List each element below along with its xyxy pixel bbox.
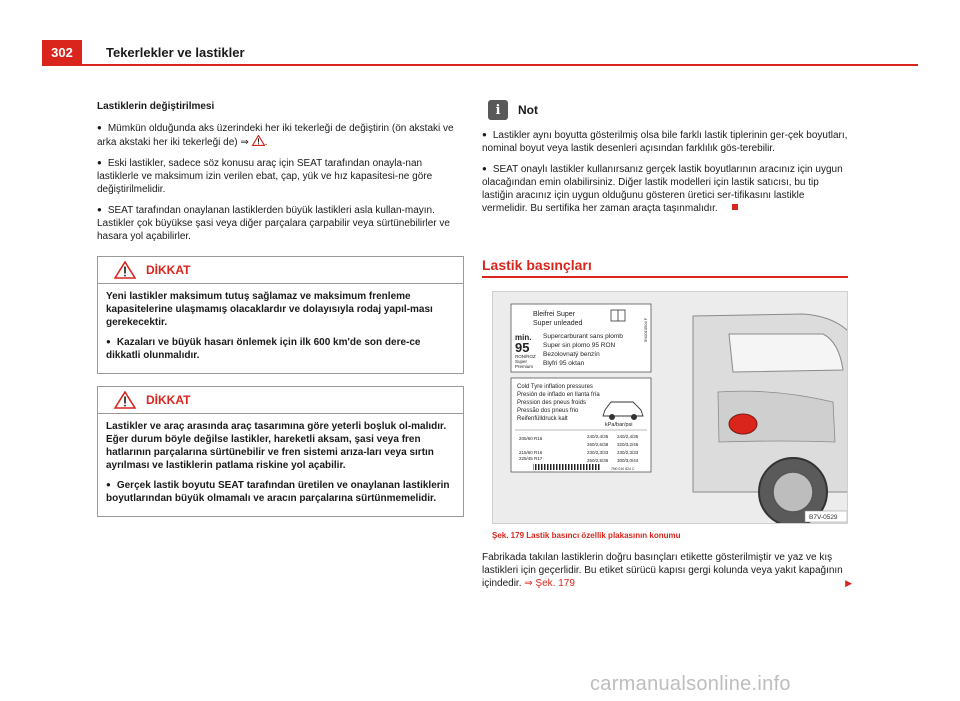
warning-triangle-icon[interactable]	[252, 135, 265, 146]
warning-text: Yeni lastikler maksimum tutuş sağlamaz ve maksimum frenleme kapasitelerine ulaşmamış olacaklardır ve dolayısıyla rodaj yapıl-ması gerekecektir.	[106, 291, 433, 328]
right-column	[482, 100, 852, 222]
section-rule	[482, 276, 848, 278]
warning-title: DİKKAT	[146, 262, 191, 277]
warning-box-header	[98, 257, 463, 284]
side-code: 5N0010504 F	[643, 317, 648, 342]
tyre-size: 205/60 R16	[519, 436, 543, 441]
figure-link[interactable]: ⇒ Şek. 179	[524, 578, 575, 589]
note-text: Lastikler aynı boyutta gösterilmiş olsa bile farklı lastik tiplerinin ger-çek boyutları, nominal boyut veya lastik desenleri açısından farklılık gös-terebilir.	[482, 130, 848, 154]
tyre-line: Reifenfülldruck kalt	[517, 416, 568, 422]
body-text: Fabrikada takılan lastiklerin doğru basınçları etikette gösterilmiştir ve yaz ve kış lastikleri için geçerlidir. Bu etiket sürücü kapısı gergi kolunda veya yakıt kapağının içindedir.	[482, 552, 843, 589]
note-text: SEAT onaylı lastikler kullanırsanız gerçek lastik boyutlarının aracınız için uygun olacağından emin olabilirsiniz. Diğer lastik modelleri için lastik satıcısı, bu tip lastiğin aracınız için uygun olduğunu gösteren üretici ser-tifikasını lastikle vermelidir. Bu sertifika her zaman araçta taşınmalıdır.	[482, 164, 843, 214]
tire-pressure-text	[482, 551, 852, 590]
end-of-section-marker	[732, 204, 738, 210]
pressure-value: 240/2,4/35	[587, 434, 609, 439]
tyre-size: 225/45 R17	[519, 456, 543, 461]
barcode	[533, 464, 601, 470]
pressure-value: 260/2,6/38	[587, 442, 609, 447]
figure-caption: Şek. 179 Lastik basıncı özellik plakasının konumu	[492, 531, 681, 540]
fuel-line: Bezolovnatý benzín	[543, 351, 600, 358]
warning-text: Lastikler ve araç arasında araç tasarımına göre yeterli boşluk ol-malıdır. Eğer durum böyle değilse lastikler, hareketli aksam, şasi veya fren hatlarının parçalarına sürtünebilir ve fren sistemi arıza-ları veya sırtın ayrılması ve lastiklerin patlama riskine yol açabilir.	[106, 421, 447, 471]
fuel-small-line: Premium	[515, 364, 534, 369]
warning-box	[97, 386, 464, 517]
note-header	[482, 100, 852, 120]
warning-box-header	[98, 387, 463, 414]
bullet-text: SEAT tarafından onaylanan lastiklerden büyük lastikleri asla kullan-mayın. Lastikler çok büyükse şasi veya diğer parçalara çarpabilir veya sürtünebilirler ve hasara yol açabilirler.	[97, 205, 450, 242]
tyre-line: Pression des pneus froids	[517, 400, 587, 406]
fuel-line: Super unleaded	[533, 320, 583, 327]
fuel-small-line: Super	[515, 359, 528, 364]
left-column	[97, 100, 464, 517]
warning-bullet-text: Gerçek lastik boyutu SEAT tarafından üretilen ve onaylanan lastiklerin boyutlarından büyük olmamalı ve aracın parçalarına sürtünmemelidir.	[106, 480, 450, 504]
bullet-paragraph	[97, 156, 464, 196]
fuel-line: Super sin plomo 95 RON	[543, 342, 616, 349]
figure-illustration	[493, 292, 848, 524]
continue-arrow-icon: ▶	[845, 578, 852, 588]
warning-body	[98, 414, 463, 516]
pressure-value: 230/2,3/33	[587, 450, 609, 455]
fuel-line: Bleifrei Super	[533, 311, 576, 318]
warning-title: DİKKAT	[146, 392, 191, 407]
pressure-value: 320/3,2/46	[617, 442, 639, 447]
pressure-value: 300/3,0/44	[617, 458, 639, 463]
info-icon: i	[488, 100, 508, 120]
note-bullet	[482, 128, 852, 155]
label-code: 7N0 010 624 C	[611, 467, 635, 471]
fuel-line: Blyfri 95 oktan	[543, 360, 585, 367]
figure-code: B7V-0529	[809, 514, 838, 521]
tyre-line: Cold Tyre inflation pressures	[517, 384, 593, 390]
warning-triangle-icon	[114, 261, 136, 279]
pressure-value: 230/2,3/33	[617, 450, 639, 455]
warning-bullet	[106, 478, 455, 505]
octane-value: 95	[515, 340, 530, 355]
note-title: Not	[518, 102, 538, 117]
bullet-paragraph	[97, 203, 464, 243]
pressure-value: 240/2,4/35	[617, 434, 639, 439]
section-title: Lastik basınçları	[482, 257, 592, 273]
bullet-text: Mümkün olduğunda aks üzerindeki her iki tekerleği de değiştirin (ön akstaki ve arka akstaki her iki tekerleği de) ⇒	[97, 123, 454, 148]
note-bullet	[482, 162, 852, 215]
subheading-tire-change: Lastiklerin değiştirilmesi	[97, 101, 215, 112]
warning-body	[98, 284, 463, 373]
bullet-text: Eski lastikler, sadece söz konusu araç için SEAT tarafından onayla-nan lastiklerle ve maksimum izin verilen ebat, çap, yük ve hız kapasitesi-ne göre değiştirilmelidir.	[97, 158, 433, 195]
tyre-size: 215/60 R16	[519, 450, 543, 455]
fuel-small-line: RON/ROZ	[515, 354, 536, 359]
page-number: 302	[42, 40, 82, 66]
warning-box	[97, 256, 464, 374]
fuel-line: Supercarburant sans plomb	[543, 333, 623, 340]
tyre-line: Presión de inflado en llanta fría	[517, 392, 600, 398]
pressure-value: 250/2,5/36	[587, 458, 609, 463]
watermark: carmanualsonline.info	[590, 673, 791, 695]
warning-bullet	[106, 335, 455, 362]
chapter-title: Tekerlekler ve lastikler	[106, 45, 245, 60]
warning-triangle-icon	[114, 391, 136, 409]
tyre-line: Pressão dos pneus frio	[517, 408, 579, 414]
header-rule	[82, 64, 918, 66]
bullet-paragraph: ● Mümkün olduğunda aks üzerindeki her iki tekerleği de değiştirin (ön akstaki ve arka akstaki her iki tekerleği de) ⇒ .	[97, 121, 464, 149]
page-header	[42, 40, 918, 66]
pressure-unit: kPa/bar/psi	[605, 422, 633, 428]
min-label: min.	[515, 333, 532, 342]
warning-bullet-text: Kazaları ve büyük hasarı önlemek için ilk 600 km'de son dere-ce dikkatli olunmalıdır.	[106, 337, 421, 361]
tire-pressure-figure	[492, 291, 848, 524]
